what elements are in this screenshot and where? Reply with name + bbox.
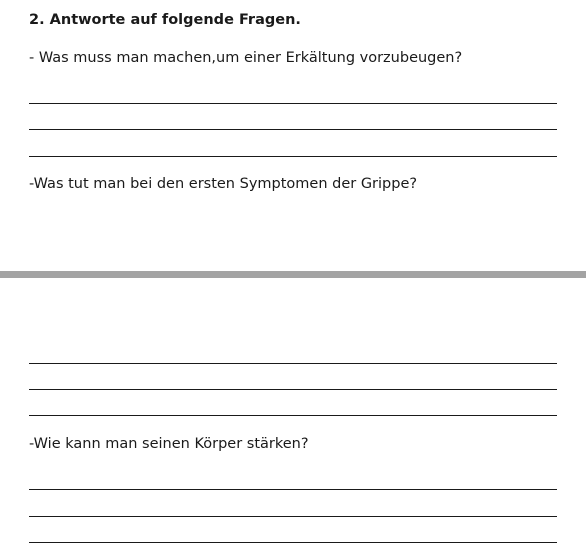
answer-line bbox=[29, 489, 557, 490]
question-3: -Wie kann man seinen Körper stärken? bbox=[29, 436, 309, 452]
answer-line bbox=[29, 129, 557, 130]
answer-line bbox=[29, 389, 557, 390]
answer-line bbox=[29, 516, 557, 517]
question-1: - Was muss man machen,um einer Erkältung vorzubeugen? bbox=[29, 50, 463, 66]
question-2: -Was tut man bei den ersten Symptomen der Grippe? bbox=[29, 176, 418, 192]
page-break-divider bbox=[0, 271, 586, 278]
answer-line bbox=[29, 363, 557, 364]
section-heading: 2. Antworte auf folgende Fragen. bbox=[29, 12, 301, 28]
answer-line bbox=[29, 156, 557, 157]
answer-line bbox=[29, 103, 557, 104]
answer-line bbox=[29, 542, 557, 543]
answer-line bbox=[29, 415, 557, 416]
